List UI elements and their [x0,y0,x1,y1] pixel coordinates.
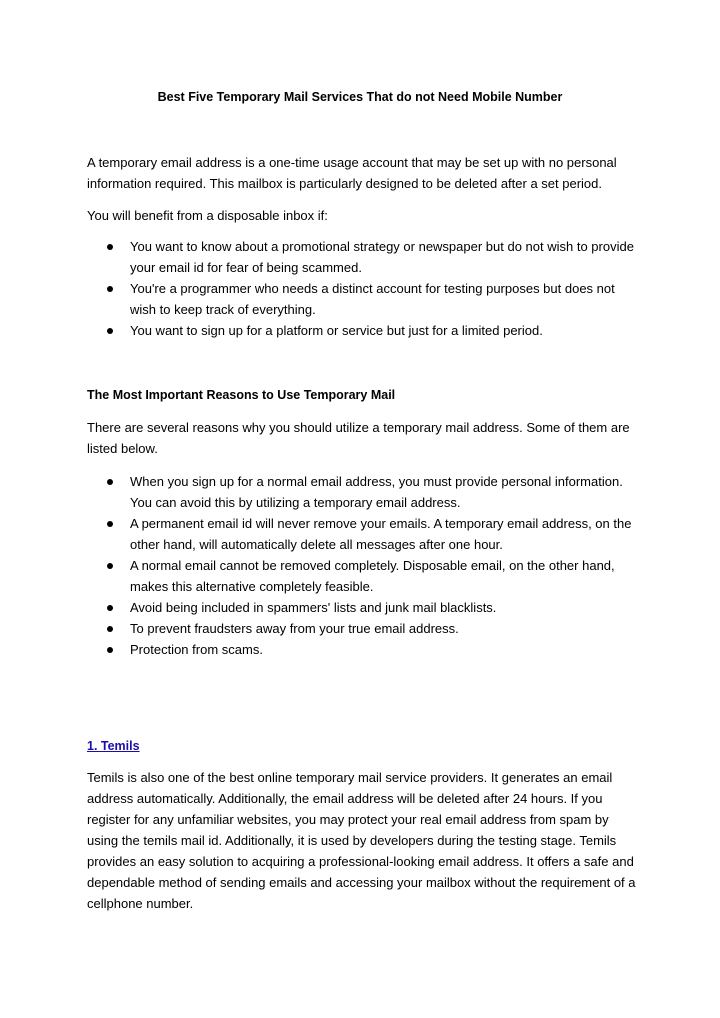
list-item [87,278,639,320]
list-item [87,320,639,341]
bullet-icon [107,244,113,250]
list-item-text: Protection from scams. [130,642,263,657]
bullet-icon [107,286,113,292]
list-item [87,236,639,278]
list-item-text: When you sign up for a normal email address, you must provide personal information. You can avoid this by utilizing a temporary email address. [130,474,623,510]
benefit-list [87,236,639,341]
intro-paragraph: A temporary email address is a one-time usage account that may be set up with no personal information required. This mailbox is particularly designed to be deleted after a set period. [87,155,617,191]
list-item-text: You want to know about a promotional strategy or newspaper but do not wish to provide your email id for fear of being scammed. [130,239,634,275]
list-item-text: To prevent fraudsters away from your true email address. [130,621,459,636]
bullet-icon [107,328,113,334]
list-item-text: A normal email cannot be removed completely. Disposable email, on the other hand, makes this alternative completely feasible. [130,558,615,594]
section-heading-temils [87,737,639,755]
reasons-list [87,471,639,660]
list-item [87,639,639,660]
list-item [87,471,639,513]
bullet-icon [107,626,113,632]
list-item [87,555,639,597]
list-item-text: You're a programmer who needs a distinct account for testing purposes but does not wish to keep track of everything. [130,281,615,317]
list-item [87,618,639,639]
list-item-text: A permanent email id will never remove your emails. A temporary email address, on the other hand, will automatically delete all messages after one hour. [130,516,632,552]
list-item-text: Avoid being included in spammers' lists and junk mail blacklists. [130,600,497,615]
list-item [87,597,639,618]
bullet-icon [107,521,113,527]
reasons-lead: There are several reasons why you should utilize a temporary mail address. Some of them are listed below. [87,420,630,456]
bullet-icon [107,563,113,569]
bullet-icon [107,647,113,653]
temils-paragraph: Temils is also one of the best online temporary mail service providers. It generates an email address automatically. Additionally, the email address will be deleted after 24 hours. If you register for any unfamiliar websites, you may protect your real email address from spam by using the temils mail id. Additionally, it is used by developers during the testing stage. Temils provides an easy solution to acquiring a professional-looking email address. It offers a safe and dependable method of sending emails and accessing your mailbox without the requirement of a cellphone number. [87,770,636,911]
temils-link[interactable]: 1. Temils [87,739,140,753]
list-item [87,513,639,555]
bullet-icon [107,479,113,485]
bullet-icon [107,605,113,611]
reasons-heading: The Most Important Reasons to Use Temporary Mail [87,388,396,402]
benefit-lead: You will benefit from a disposable inbox if: [87,208,328,223]
document-title: Best Five Temporary Mail Services That do not Need Mobile Number [157,90,563,104]
list-item-text: You want to sign up for a platform or service but just for a limited period. [130,323,543,338]
